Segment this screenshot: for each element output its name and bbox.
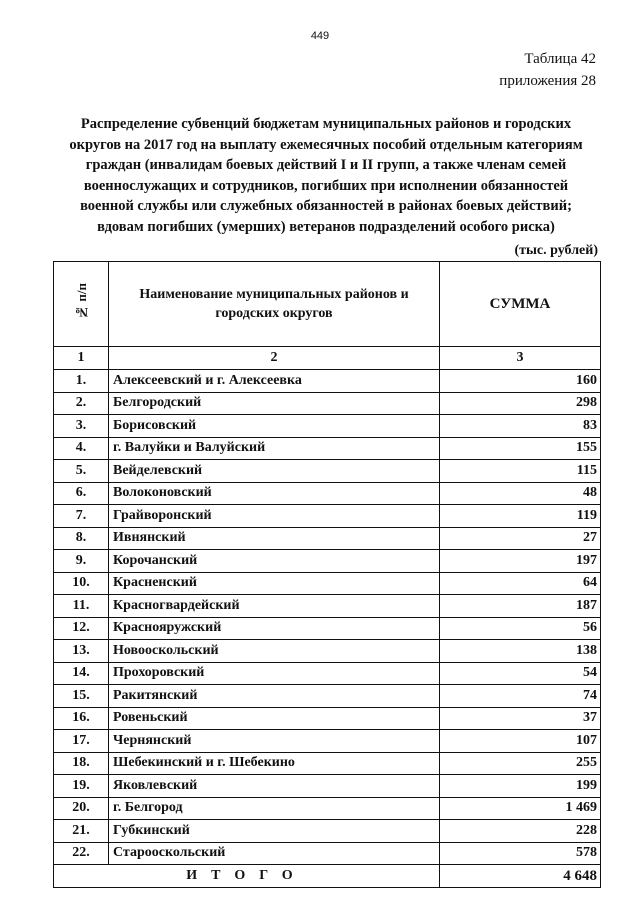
table-row	[54, 370, 601, 393]
row-sum: 37	[440, 707, 601, 730]
row-number: 14.	[54, 662, 109, 685]
row-sum: 197	[440, 550, 601, 573]
district-name: Борисовский	[109, 415, 440, 438]
table-header-row	[54, 262, 601, 347]
row-sum: 255	[440, 752, 601, 775]
table-reference-line2: приложения 28	[499, 73, 596, 89]
table-row	[54, 640, 601, 663]
district-name: Чернянский	[109, 730, 440, 753]
table-row	[54, 482, 601, 505]
table-row	[54, 550, 601, 573]
table-row	[54, 505, 601, 528]
row-sum: 48	[440, 482, 601, 505]
row-sum: 578	[440, 842, 601, 865]
column-number-row	[54, 347, 601, 370]
district-name: Корочанский	[109, 550, 440, 573]
district-name: Прохоровский	[109, 662, 440, 685]
page-number: 449	[310, 30, 330, 42]
row-sum: 64	[440, 572, 601, 595]
district-name: Старооскольский	[109, 842, 440, 865]
row-sum: 228	[440, 820, 601, 843]
row-number: 15.	[54, 685, 109, 708]
table-row	[54, 415, 601, 438]
district-name: Волоконовский	[109, 482, 440, 505]
header-num-cell	[54, 262, 109, 347]
district-name: Алексеевский и г. Алексеевка	[109, 370, 440, 393]
table-row	[54, 730, 601, 753]
district-name: Белгородский	[109, 392, 440, 415]
table-row	[54, 797, 601, 820]
row-number: 7.	[54, 505, 109, 528]
table-row	[54, 527, 601, 550]
row-number: 18.	[54, 752, 109, 775]
district-name: Яковлевский	[109, 775, 440, 798]
district-name: г. Валуйки и Валуйский	[109, 437, 440, 460]
total-row	[54, 865, 601, 888]
table-row	[54, 392, 601, 415]
district-name: Грайворонский	[109, 505, 440, 528]
document-title: Распределение субвенций бюджетам муниципальных районов и городских округов на 2017 год на выплату ежемесячных пособий отдельным категориям граждан (инвалидам боевых действий I и II групп, а также членам семей военнослужащих и сотрудников, погибших при исполнении обязанностей военной службы или служебных обязанностей в районах боевых действий; вдовам погибших (умерших) ветеранов подразделений особого риска)	[69, 116, 583, 235]
row-sum: 138	[440, 640, 601, 663]
column-number: 2	[109, 347, 440, 370]
district-name: Шебекинский и г. Шебекино	[109, 752, 440, 775]
row-sum: 56	[440, 617, 601, 640]
row-sum: 74	[440, 685, 601, 708]
table-reference	[499, 48, 596, 92]
table-row	[54, 775, 601, 798]
district-name: Ровеньский	[109, 707, 440, 730]
table-row	[54, 820, 601, 843]
units-label: (тыс. рублей)	[514, 243, 598, 258]
table-row	[54, 437, 601, 460]
district-name: Ивнянский	[109, 527, 440, 550]
row-number: 11.	[54, 595, 109, 618]
row-number: 6.	[54, 482, 109, 505]
row-number: 2.	[54, 392, 109, 415]
row-number: 12.	[54, 617, 109, 640]
row-number: 22.	[54, 842, 109, 865]
district-name: Губкинский	[109, 820, 440, 843]
row-number: 20.	[54, 797, 109, 820]
table-body	[54, 347, 601, 888]
row-number: 21.	[54, 820, 109, 843]
table-row	[54, 685, 601, 708]
row-number: 16.	[54, 707, 109, 730]
table-row	[54, 662, 601, 685]
row-sum: 199	[440, 775, 601, 798]
column-number: 1	[54, 347, 109, 370]
row-sum: 298	[440, 392, 601, 415]
row-number: 8.	[54, 527, 109, 550]
table-row	[54, 595, 601, 618]
row-sum: 27	[440, 527, 601, 550]
table-row	[54, 460, 601, 483]
row-number: 17.	[54, 730, 109, 753]
row-number: 4.	[54, 437, 109, 460]
district-name: г. Белгород	[109, 797, 440, 820]
header-sum: СУММА	[440, 262, 601, 347]
row-number: 9.	[54, 550, 109, 573]
district-name: Краснояружский	[109, 617, 440, 640]
row-sum: 115	[440, 460, 601, 483]
table-row	[54, 617, 601, 640]
district-name: Ракитянский	[109, 685, 440, 708]
district-name: Красногвардейский	[109, 595, 440, 618]
header-num: № п/п	[73, 282, 89, 320]
row-sum: 54	[440, 662, 601, 685]
row-number: 13.	[54, 640, 109, 663]
table-row	[54, 842, 601, 865]
row-sum: 83	[440, 415, 601, 438]
column-number: 3	[440, 347, 601, 370]
district-name: Новооскольский	[109, 640, 440, 663]
row-sum: 119	[440, 505, 601, 528]
row-sum: 155	[440, 437, 601, 460]
row-number: 3.	[54, 415, 109, 438]
row-sum: 187	[440, 595, 601, 618]
row-sum: 107	[440, 730, 601, 753]
row-sum: 1 469	[440, 797, 601, 820]
district-name: Красненский	[109, 572, 440, 595]
row-number: 10.	[54, 572, 109, 595]
table-reference-line1: Таблица 42	[524, 51, 596, 67]
subvention-table	[53, 261, 601, 888]
district-name: Вейделевский	[109, 460, 440, 483]
total-label: ИТОГО	[54, 865, 440, 888]
table-row	[54, 572, 601, 595]
header-name: Наименование муниципальных районов и городских округов	[109, 262, 440, 347]
total-sum: 4 648	[440, 865, 601, 888]
row-number: 1.	[54, 370, 109, 393]
row-number: 19.	[54, 775, 109, 798]
table-row	[54, 707, 601, 730]
table-row	[54, 752, 601, 775]
row-number: 5.	[54, 460, 109, 483]
row-sum: 160	[440, 370, 601, 393]
